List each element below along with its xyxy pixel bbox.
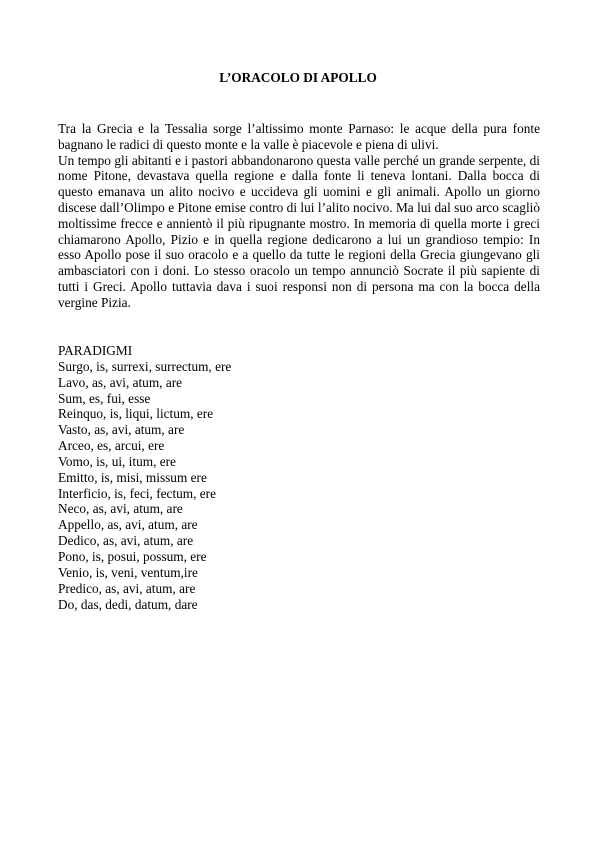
paradigms-section	[58, 343, 540, 612]
body-text	[58, 121, 540, 311]
paradigm-item: Interficio, is, feci, fectum, ere	[58, 485, 217, 501]
paradigm-item: Venio, is, veni, ventum,ire	[58, 564, 198, 580]
paradigm-item: Appello, as, avi, atum, are	[58, 517, 198, 533]
paradigm-item: Reinquo, is, liqui, lictum, ere	[58, 406, 214, 422]
paradigm-item: Dedico, as, avi, atum, are	[58, 533, 194, 549]
paragraph: Un tempo gli abitanti e i pastori abbandonarono questa valle perché un grande serpente, di nome Pitone, devastava quella regione e dalla fonte li teneva lontani. Dalla bocca di questo emanava un alito nocivo e uccideva gli uomini e gli animali. Apollo un giorno discese dall’Olimpo e Pitone emise contro di lui l’alito nocivo. Ma lui dal suo arco scagliò moltissime frecce e annientò il più ripugnante mostro. In memoria di quella morte i greci chiamarono Apollo, Pizio e in quella regione dedicarono a lui un grandioso tempio: In esso Apollo pose il suo oracolo e a quello da tutte le regioni della Grecia giungevano gli ambasciatori con i doni. Lo stesso oracolo un tempo annunciò Socrate il più sapiente di tutti i Greci. Apollo tuttavia dava i suoi responsi non di persona ma con la bocca della vergine Pizia.	[58, 152, 540, 310]
paragraph: Tra la Grecia e la Tessalia sorge l’altissimo monte Parnaso: le acque della pura fonte bagnano le radici di questo monte e la valle è piacevole e piena di ulivi.	[58, 121, 540, 152]
paradigms-list	[58, 359, 540, 613]
paradigm-item: Vasto, as, avi, atum, are	[58, 422, 185, 438]
paradigms-heading: PARADIGMI	[58, 343, 133, 358]
paradigm-item: Arceo, es, arcui, ere	[58, 438, 165, 454]
paradigm-item: Pono, is, posui, possum, ere	[58, 548, 207, 564]
paradigm-item: Surgo, is, surrexi, surrectum, ere	[58, 358, 232, 374]
paradigm-item: Sum, es, fui, esse	[58, 390, 151, 406]
paradigm-item: Lavo, as, avi, atum, are	[58, 374, 183, 390]
paradigm-item: Vomo, is, ui, itum, ere	[58, 453, 176, 469]
paradigm-item: Emitto, is, misi, missum ere	[58, 469, 207, 485]
document-title: L’ORACOLO DI APOLLO	[219, 70, 377, 85]
paradigm-item: Do, das, dedi, datum, dare	[58, 596, 198, 612]
paradigm-item: Neco, as, avi, atum, are	[58, 501, 183, 517]
paradigm-item: Predico, as, avi, atum, are	[58, 580, 196, 596]
